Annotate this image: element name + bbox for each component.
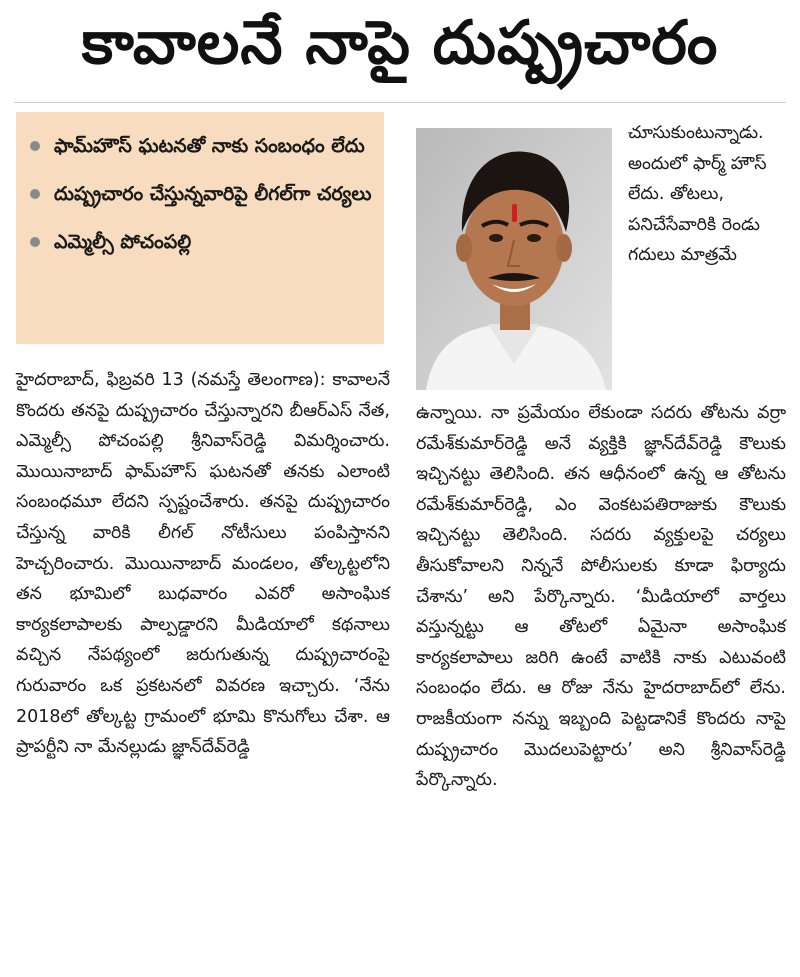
- bullet-icon: [30, 237, 40, 247]
- article-column-right-bottom: [416, 398, 786, 796]
- headline: కావాలనే నాపై దుష్ప్రచారం: [81, 8, 719, 78]
- portrait-illustration: [416, 128, 612, 390]
- article-paragraph: చూసుకుంటున్నాడు. అందులో ఫార్మ్ హౌస్ లేదు. తోటలు, పనిచేసేవారికి రెండు గదులు మాత్రమే: [628, 123, 767, 266]
- highlight-text: దుష్ప్రచారం చేస్తున్నవారిపై లీగల్‌గా చర్యలు: [54, 183, 372, 205]
- headline-divider: [14, 102, 786, 103]
- highlights-box: [16, 112, 384, 344]
- highlight-item: [30, 176, 374, 212]
- article-column-left: [16, 365, 390, 763]
- bullet-icon: [30, 141, 40, 151]
- highlight-text: ఎమ్మెల్సీ పోచంపల్లి: [54, 231, 192, 253]
- portrait-photo: [416, 128, 612, 390]
- article-paragraph: ఉన్నాయి. నా ప్రమేయం లేకుండా సదరు తోటను వర్రా రమేశ్‌కుమార్‌రెడ్డి అనే వ్యక్తికి జ్ఞాన్‌దేవ్‌రెడ్డి కౌలుకు ఇచ్చినట్టు తెలిసింది. తన ఆధీనంలో ఉన్న ఆ తోటను రమేశ్‌కుమార్‌రెడ్డి, ఎం వెంకటపతిరాజుకు కౌలుకు ఇచ్చినట్టు తెలిసింది. సదరు వ్యక్తులపై చర్యలు తీసుకోవాలని నిన్ననే పోలీసులకు కూడా ఫిర్యాదు చేశాను’ అని పేర్కొన్నారు. ‘మీడియాలో వార్తలు వస్తున్నట్టు ఆ తోటలో ఏమైనా అసాంఘిక కార్యకలాపాలు జరిగి ఉంటే వాటికి నాకు ఎటువంటి సంబంధం లేదు. ఆ రోజు నేను హైదరాబాద్‌లో లేను. రాజకీయంగా నన్ను ఇబ్బంది పెట్టడానికే కొందరు నాపై దుష్ప్రచారం మొదలుపెట్టారు’ అని శ్రీనివాస్‌రెడ్డి పేర్కొన్నారు.: [416, 403, 786, 791]
- highlight-item: [30, 128, 374, 164]
- highlight-text: ఫామ్‌హౌస్ ఘటనతో నాకు సంబంధం లేదు: [54, 135, 365, 157]
- article-paragraph: హైదరాబాద్, ఫిబ్రవరి 13 (నమస్తే తెలంగాణ): కావాలనే కొందరు తనపై దుష్ప్రచారం చేస్తున్నారని బీఆర్‌ఎస్ నేత, ఎమ్మెల్సీ పోచంపల్లి శ్రీనివాస్‌రెడ్డి విమర్శించారు. మొయినాబాద్ ఫామ్‌హౌస్ ఘటనతో తనకు ఎలాంటి సంబంధమూ లేదని స్పష్టంచేశారు. తనపై దుష్ప్రచారం చేస్తున్న వారికి లీగల్ నోటీసులు పంపిస్తానని హెచ్చరించారు. మొయినాబాద్ మండలం, తోల్కట్టలోని తన భూమిలో బుధవారం ఎవరో అసాంఘిక కార్యకలాపాలకు పాల్పడ్డారని మీడియాలో కథనాలు వచ్చిన నేపథ్యంలో జరుగుతున్న దుష్ప్రచారంపై గురువారం ఒక ప్రకటనలో వివరణ ఇచ్చారు. ‘నేను 2018లో తోల్కట్ట గ్రామంలో భూమి కొనుగోలు చేశా. ఆ ప్రాపర్టీని నా మేనల్లుడు జ్ఞాన్‌దేవ్‌రెడ్డి: [16, 370, 390, 758]
- highlight-item: [30, 224, 374, 260]
- article-column-right-top: [628, 118, 784, 271]
- bullet-icon: [30, 189, 40, 199]
